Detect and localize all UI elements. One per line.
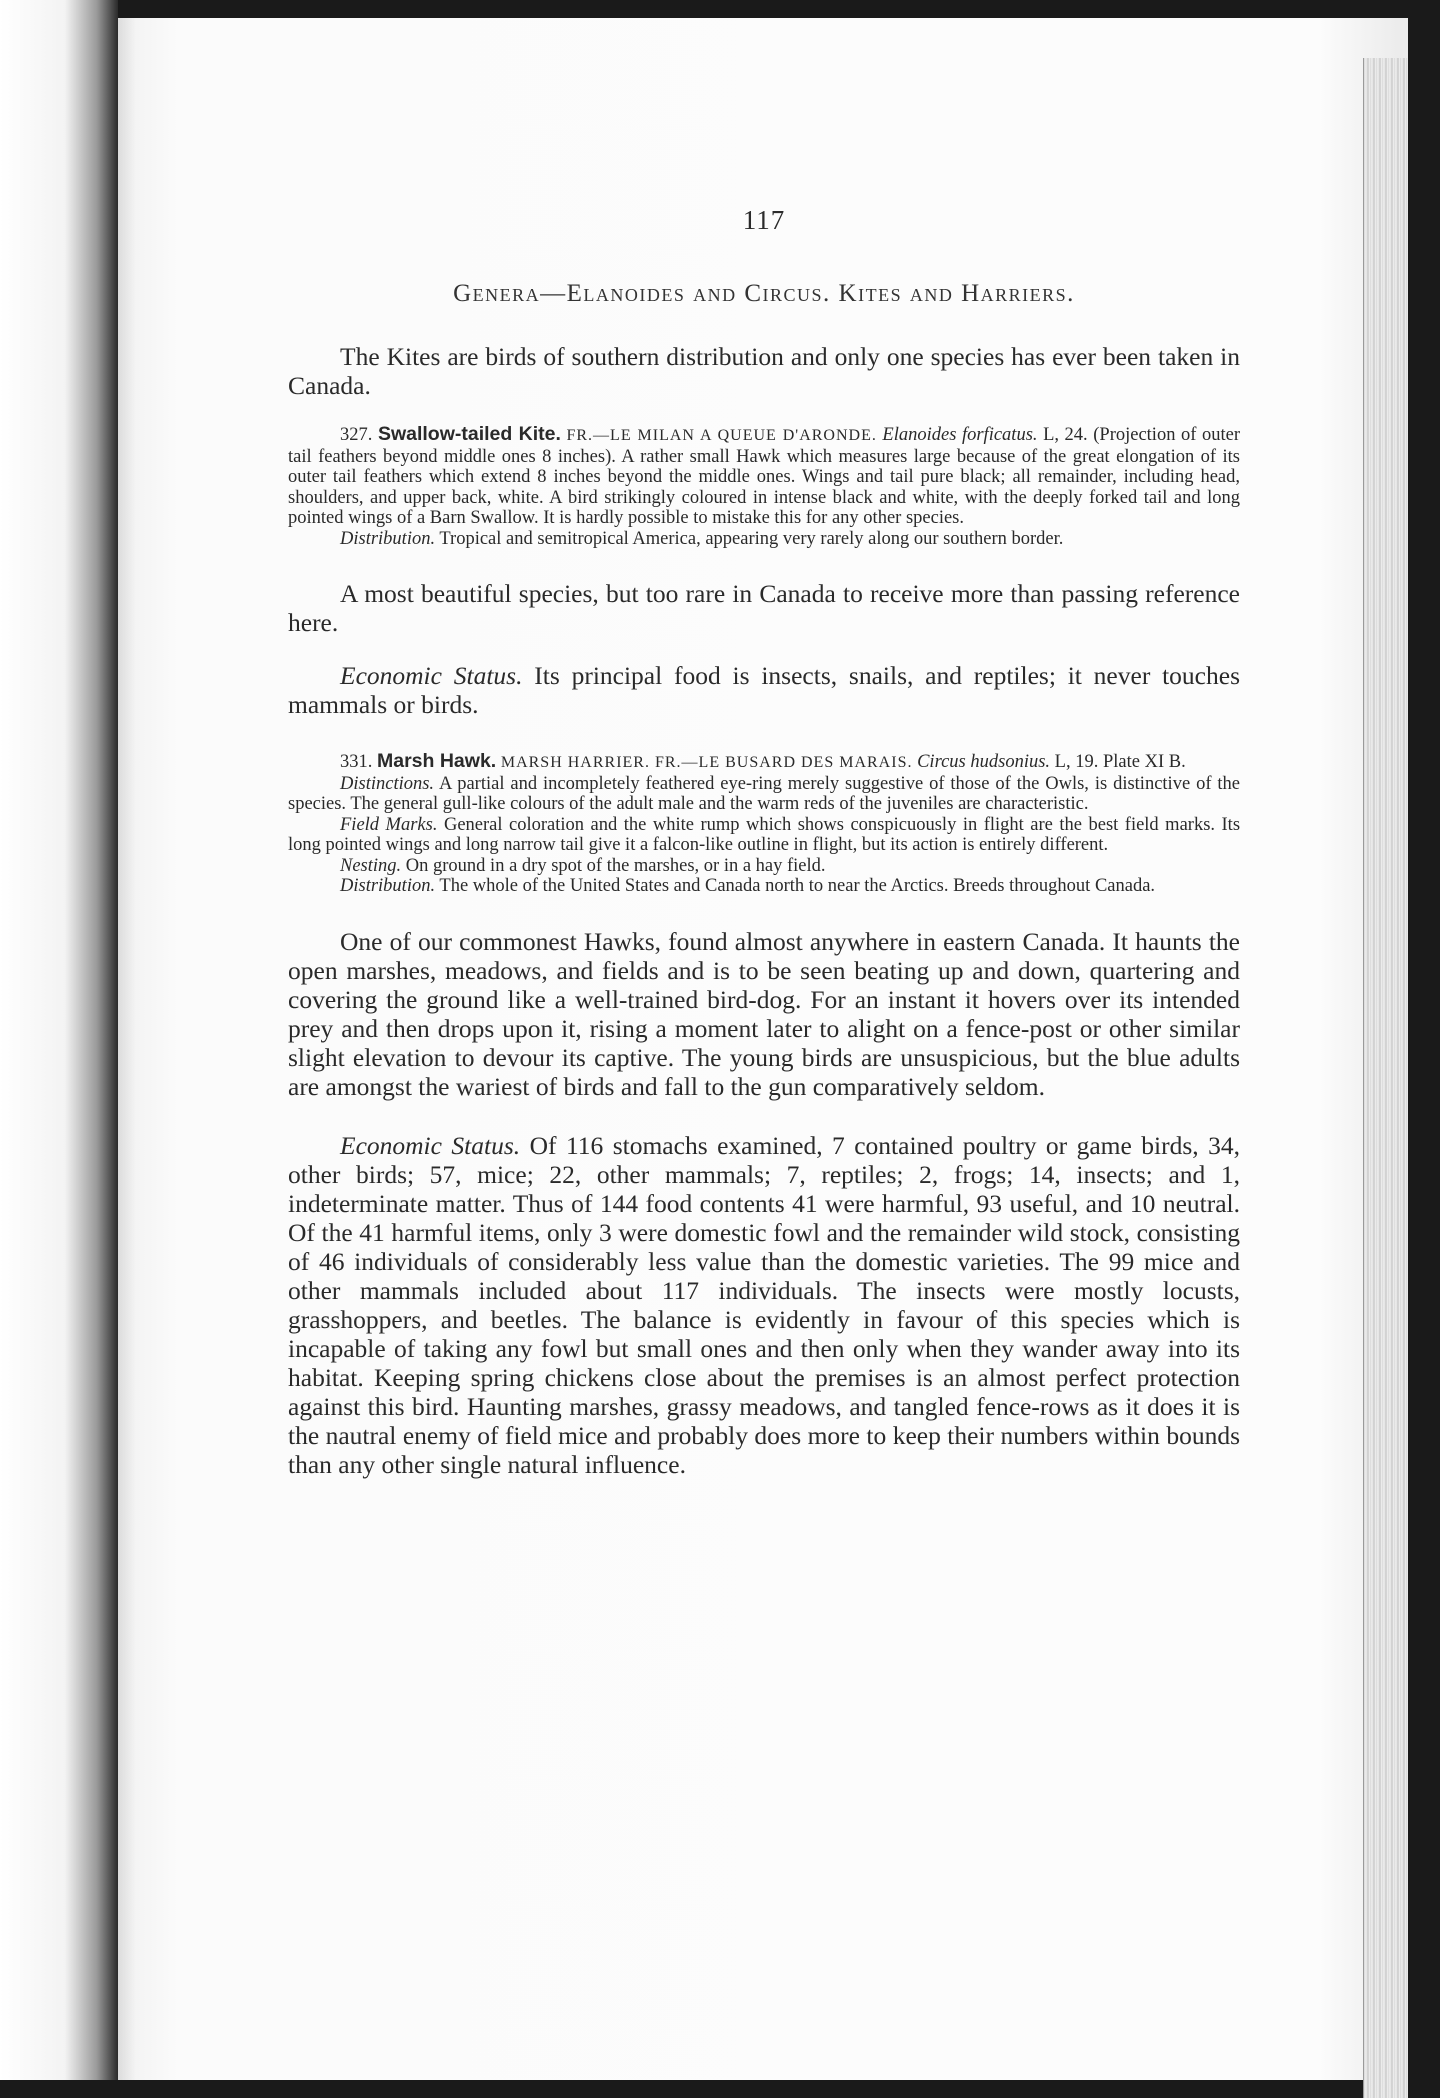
- harrier-latin-name: Circus hudsonius.: [917, 752, 1051, 772]
- harrier-number: 331.: [340, 752, 373, 772]
- kite-entry: [288, 424, 1240, 549]
- kite-economic-text: Its principal food is insects, snails, and reptiles; it never touches mammals or birds.: [288, 661, 1240, 719]
- harrier-header: [288, 751, 1240, 774]
- harrier-field-marks-label: Field Marks.: [340, 814, 438, 835]
- harrier-distribution-label: Distribution.: [340, 876, 436, 896]
- intro-paragraph: The Kites are birds of southern distribution and only one species has ever been taken in Canada.: [288, 342, 1240, 400]
- kite-economic-label: Economic Status.: [340, 661, 523, 690]
- harrier-economic-text: Of 116 stomachs examined, 7 contained poultry or game birds, 34, other birds; 57, mice; 22, other mammals; 7, reptiles; 2, frogs; 14, insects; and 1, indeterminate matter. Thus of 144 food contents 41 were harmful, 93 useful, and 10 neutral. Of the 41 harmful items, only 3 were domestic fowl and the remainder wild stock, consisting of 46 individuals of considerably less value than the domestic varieties. The 99 mice and other mammals included about 117 individuals. The insects were mostly locusts, grasshoppers, and beetles. The balance is evidently in favour of this species which is incapable of taking any fowl but small ones and then only when they wander away into its habitat. Keeping spring chickens close about the premises is an almost perfect protection against this bird. Haunting marshes, grassy meadows, and tangled fence-rows as it does it is the nautral enemy of field mice and probably does more to keep their numbers within bounds than any other single natural influence.: [288, 1130, 1240, 1479]
- harrier-distribution-text: The whole of the United States and Canada north to near the Arctics. Breeds throughout Canada.: [439, 876, 1156, 896]
- harrier-field-marks-text: General coloration and the white rump which shows conspicuously in flight are the best field marks. Its long pointed wings and long narrow tail give it a falcon-like outline in flight, but its action is entirely different.: [288, 814, 1241, 855]
- harrier-name: Marsh Hawk.: [377, 750, 497, 772]
- harrier-economic-label: Economic Status.: [340, 1130, 521, 1160]
- kite-latin-name: Elanoides forficatus.: [882, 425, 1038, 445]
- page-content: [288, 205, 1240, 1479]
- harrier-alt-names: MARSH HARRIER. FR.—LE BUSARD DES MARAIS.: [500, 754, 913, 771]
- kite-french-name: FR.—LE MILAN A QUEUE D'ARONDE.: [566, 427, 877, 444]
- harrier-field-marks: [288, 815, 1240, 856]
- harrier-distinctions-label: Distinctions.: [340, 773, 435, 794]
- kite-distribution-text: Tropical and semitropical America, appearing very rarely along our southern border.: [439, 528, 1064, 549]
- kite-distribution: [288, 529, 1240, 550]
- harrier-remark: One of our commonest Hawks, found almost anywhere in eastern Canada. It haunts the open marshes, meadows, and fields and is to be seen beating up and down, quartering and covering the ground like a well-trained bird-dog. For an instant it hovers over its intended prey and then drops upon it, rising a moment later to alight on a fence-post or other similar slight elevation to devour its captive. The young birds are unsuspicious, but the blue adults are amongst the wariest of birds and fall to the gun comparatively seldom.: [288, 926, 1240, 1101]
- harrier-distinctions: [288, 774, 1240, 815]
- kite-number: 327.: [340, 425, 373, 445]
- harrier-economic-status: [288, 1131, 1240, 1479]
- harrier-distribution: [288, 876, 1240, 897]
- left-page-edge: [0, 0, 118, 2080]
- page-number: 117: [742, 205, 786, 235]
- harrier-entry: [288, 751, 1240, 897]
- kite-remark: A most beautiful species, but too rare in Canada to receive more than passing reference here.: [288, 579, 1240, 637]
- page-stack-edge: [1363, 58, 1408, 2098]
- harrier-distinctions-text: A partial and incompletely feathered eye-ring merely suggestive of those of the Owls, is distinctive of the species. The general gull-like colours of the adult male and the warm reds of the juveniles are characteristic.: [288, 773, 1240, 814]
- kite-economic-status: [288, 661, 1240, 719]
- kite-name: Swallow-tailed Kite.: [377, 423, 561, 445]
- harrier-size-plate: L, 19. Plate XI B.: [1054, 752, 1186, 772]
- harrier-nesting-label: Nesting.: [340, 855, 402, 876]
- section-header: Genera—Elanoides and Circus. Kites and Harriers.: [453, 280, 1075, 307]
- kite-header: [288, 424, 1240, 529]
- kite-distribution-label: Distribution.: [340, 528, 436, 549]
- harrier-nesting: [288, 856, 1240, 877]
- harrier-nesting-text: On ground in a dry spot of the marshes, or in a hay field.: [405, 855, 826, 876]
- kite-details: L, 24. (Projection of outer tail feathers beyond middle ones 8 inches). A rather small Hawk which measures large because of the great elongation of its outer tail feathers which extend 8 inches beyond the middle ones. Wings and tail pure black; all remainder, including head, shoulders, and upper back, white. A bird strikingly coloured in intense black and white, with the deeply forked tail and long pointed wings of a Barn Swallow. It is hardly possible to mistake this for any other species.: [288, 425, 1240, 528]
